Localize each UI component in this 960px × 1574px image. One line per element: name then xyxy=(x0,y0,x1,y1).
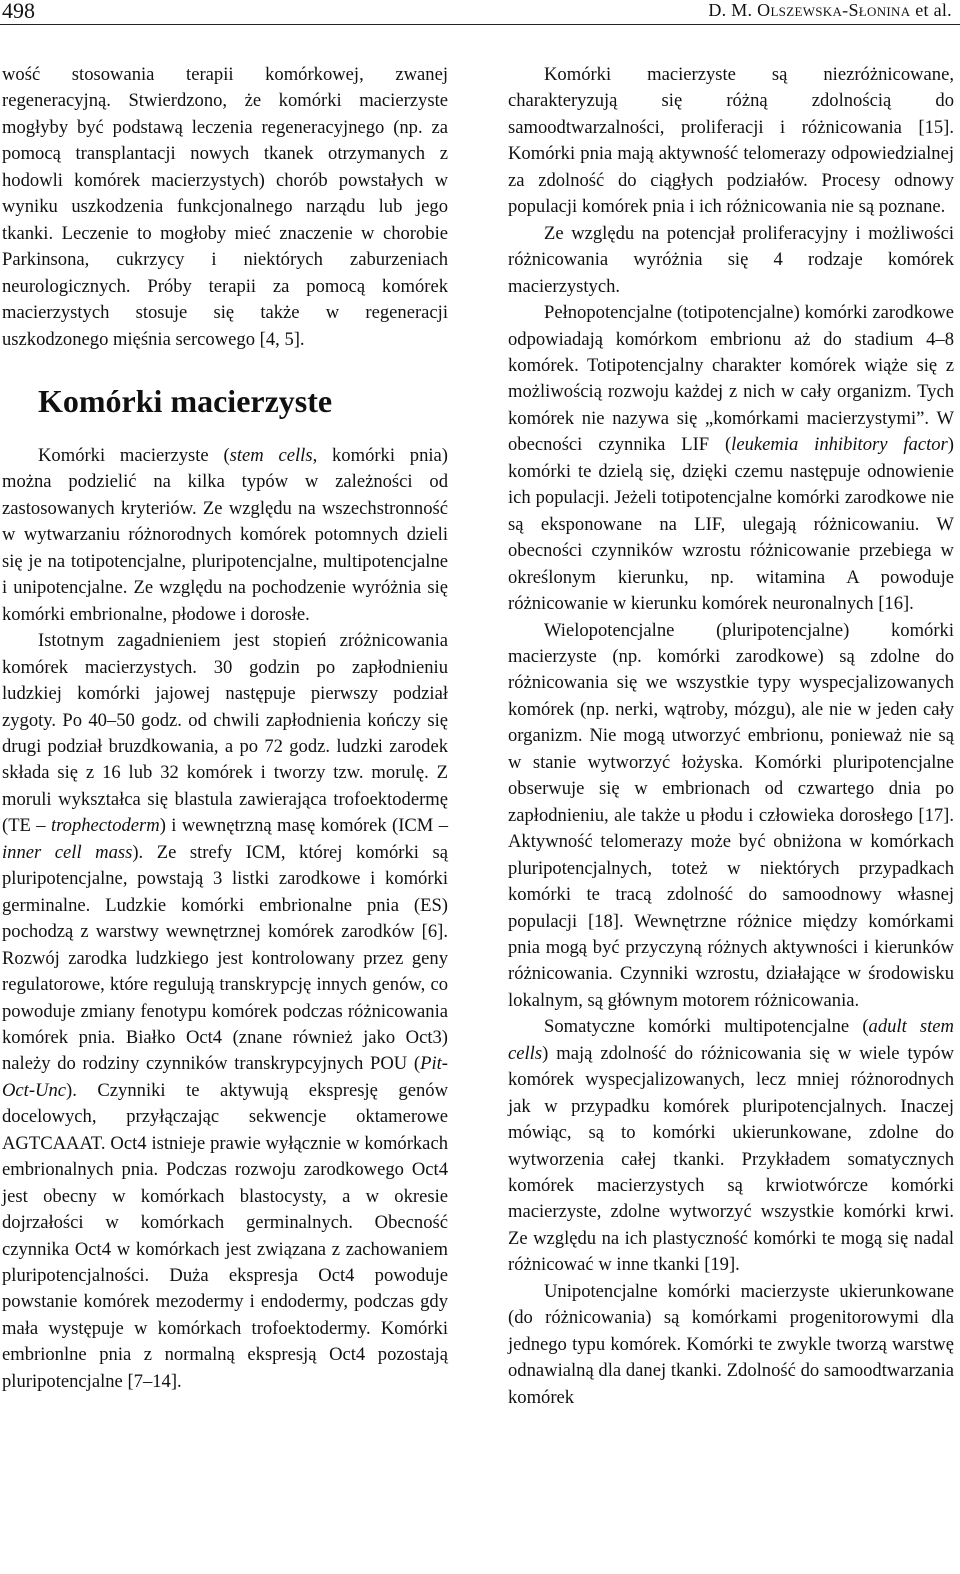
page-number: 498 xyxy=(2,0,35,23)
italic-term: trophectoderm xyxy=(50,815,160,837)
text-run: ) i wewnętrzną masę komórek (ICM – xyxy=(159,815,448,837)
italic-term: inner cell mass xyxy=(2,841,133,863)
text-run: Somatyczne komórki multipotencjalne ( xyxy=(544,1016,869,1038)
paragraph xyxy=(2,628,448,1395)
text-run: ). Czynniki te aktywują ekspresję genów docelowych, przyłączając sekwencje oktamerowe AGTCAAAT. Oct4 istnieje prawie wyłącznie w komórkach embrionalnych pnia. Podczas rozwoju zarodkowego Oct4 jest obecny w komórkach blastocysty, a w okresie dojrzałości w komórkach germinalnych. Obecność czynnika Oct4 w komórkach jest związana z zachowaniem pluripotencjalności. Duża ekspresja Oct4 powoduje powstanie komórek mezodermy i endodermy, podczas gdy mała występuje w komórkach trofoektodermy. Komórki embrionlne pnia z normalną ekspresją Oct4 pozostają pluripotencjalne [7–14]. xyxy=(2,1079,448,1392)
text-run: Pełnopotencjalne (totipotencjalne) komórki zarodkowe odpowiadają komórkom embrionu aż do stadium 4–8 komórek. Totipotencjalny charakter komórek wiąże się z możliwością rozwoju każdej z nich w cały organizm. Tych komórek nie nazywa się „komórkami macierzystymi”. W obecności czynnika LIF ( xyxy=(508,302,954,456)
paragraph xyxy=(508,1014,954,1279)
page-header xyxy=(0,0,960,25)
text-run: ) mają zdolność do różnicowania się w wiele typów komórek wyspecjalizowanych, lecz mniej różnorodnych jak w przypadku komórek pluripotencjalnych. Inaczej mówiąc, są to komórki ukierunkowane, zdolne do wytworzenia całej tkanki. Przykładem somatycznych komórek macierzystych są krwiotwórcze komórki macierzyste, zdolne wytworzyć wszystkie komórki krwi. Ze względu na ich plastyczność komórki te mogą się nadal różnicować w inne tkanki [19]. xyxy=(508,1042,954,1276)
running-head-author-mid: -S xyxy=(842,0,859,20)
right-column xyxy=(508,62,954,1411)
running-head-author-small: lszewska xyxy=(770,0,843,20)
italic-term: adult stem cells xyxy=(508,1016,954,1064)
paragraph: wość stosowania terapii komórkowej, zwanej regeneracyjną. Stwierdzono, że komórki macierzyste mogłyby być podstawą leczenia regeneracyjnego (np. za pomocą transplantacji nowych tkanek otrzymanych z hodowli komórek macierzystych) chorób powstałych w wyniku uszkodzenia funkcjonalnego narządu lub jego tkanki. Leczenie to mogłoby mieć znaczenie w chorobie Parkinsona, cukrzycy i niektórych zaburzeniach neurologicznych. Próby terapii za pomocą komórek macierzystych stosuje się także w regeneracji uszkodzonego mięśnia sercowego [4, 5]. xyxy=(2,64,448,350)
italic-term: Pit-Oct-Unc xyxy=(2,1053,448,1101)
running-head-author-small2: łonina xyxy=(858,0,911,20)
running-head-author-prefix: D. M. O xyxy=(708,0,771,20)
text-run: Istotnym zagadnieniem jest stopień zróżnicowania komórek macierzystych. 30 godzin po zapłodnieniu ludzkiej komórki jajowej następuje pierwszy podział zygoty. Po 40–50 godz. od chwili zapłodnienia kończy się drugi podział bruzdkowania, a po 72 godz. ludzki zarodek składa się z 16 lub 32 komórek i tworzy tzw. morulę. Z moruli wykształca się blastula zawierająca trofoektodermę (TE – xyxy=(2,630,448,837)
text-run: ). Ze strefy ICM, której komórki są pluripotencjalne, powstają 3 listki zarodkowe i komórki germinalne. Ludzkie komórki embrionalne pnia (ES) pochodzą z warstwy wewnętrznej komórek zarodków [6]. Rozwój zarodka ludzkiego jest kontrolowany przez geny regulatorowe, które regulują transkrypcję innych genów, co powoduje zmiany fenotypu komórek podczas różnicowania komórek pnia. Białko Oct4 (znane również jako Oct3) należy do rodziny czynników transkrypcyjnych POU ( xyxy=(2,841,448,1075)
paragraph xyxy=(508,300,954,617)
paragraph: Ze względu na potencjał proliferacyjny i możliwości różnicowania wyróżnia się 4 rodzaje komórek macierzystych. xyxy=(508,222,954,297)
section-heading: Komórki macierzyste xyxy=(38,382,333,419)
paragraph xyxy=(2,443,448,628)
running-head-author-suffix: et al. xyxy=(910,0,952,20)
paragraph: Wielopotencjalne (pluripotencjalne) komórki macierzyste (np. komórki zarodkowe) są zdolne do różnicowania się we wszystkie typy wyspecjalizowanych komórek (np. nerki, wątroby, mózgu), ale nie w jeden cały organizm. Nie mogą utworzyć embrionu, ponieważ nie są w stanie wytworzyć łożyska. Komórki pluripotencjalne obserwuje się w embrionach od czwartego dnia po zapłodnieniu, ale także u płodu i człowieka dorosłego [17]. Aktywność telomerazy może być obniżona w komórkach pluripotencjalnych, toteż w niektórych przypadkach komórki te tracą zdolność do samoodnowy własnej populacji [18]. Wewnętrzne różnice między komórkami pnia mogą być przyczyną różnych aktywności i kierunków różnicowania. Czynniki wzrostu, działające w środowisku lokalnym, są głównym motorem różnicowania. xyxy=(508,619,954,1011)
text-run: ) komórki te dzielą się, dzięki czemu następuje odnowienie ich populacji. Jeżeli totipotencjalne komórki zarodkowe nie są eksponowane na LIF, ulegają różnicowaniu. W obecności czynników wzrostu różnicowanie przebiega w określonym kierunku, np. witamina A powoduje różnicowanie w kierunku komórek neuronalnych [16]. xyxy=(508,434,954,615)
running-head xyxy=(708,0,952,21)
text-run: , komórki pnia) można podzielić na kilka typów w zależności od zastosowanych kryteriów. Ze względu na wszechstronność w wytwarzaniu różnorodnych komórek potomnych dzieli się je na totipotencjalne, pluripotencjalne, multipotencjalne i unipotencjalne. Ze względu na pochodzenie wyróżnia się komórki embrionalne, płodowe i dorosłe. xyxy=(2,444,448,625)
left-column xyxy=(2,62,448,1395)
paragraph: Unipotencjalne komórki macierzyste ukierunkowane (do różnicowania) są komórkami progenitorowymi dla jednego typu komórek. Komórki te zwykle tworzą warstwę odnawialną dla danej tkanki. Zdolność do samoodtwarzania komórek xyxy=(508,1280,954,1408)
text-run: Komórki macierzyste ( xyxy=(38,444,230,466)
italic-term: leukemia inhibitory factor xyxy=(731,434,948,456)
paragraph: Komórki macierzyste są niezróżnicowane, charakteryzują się różną zdolnością do samoodtwarzalności, proliferacji i różnicowania [15]. Komórki pnia mają aktywność telomerazy odpowiedzialnej za zdolność do ciągłych podziałów. Procesy odnowy populacji komórek pnia i ich różnicowania nie są poznane. xyxy=(508,64,954,218)
italic-term: stem cells xyxy=(229,444,313,466)
